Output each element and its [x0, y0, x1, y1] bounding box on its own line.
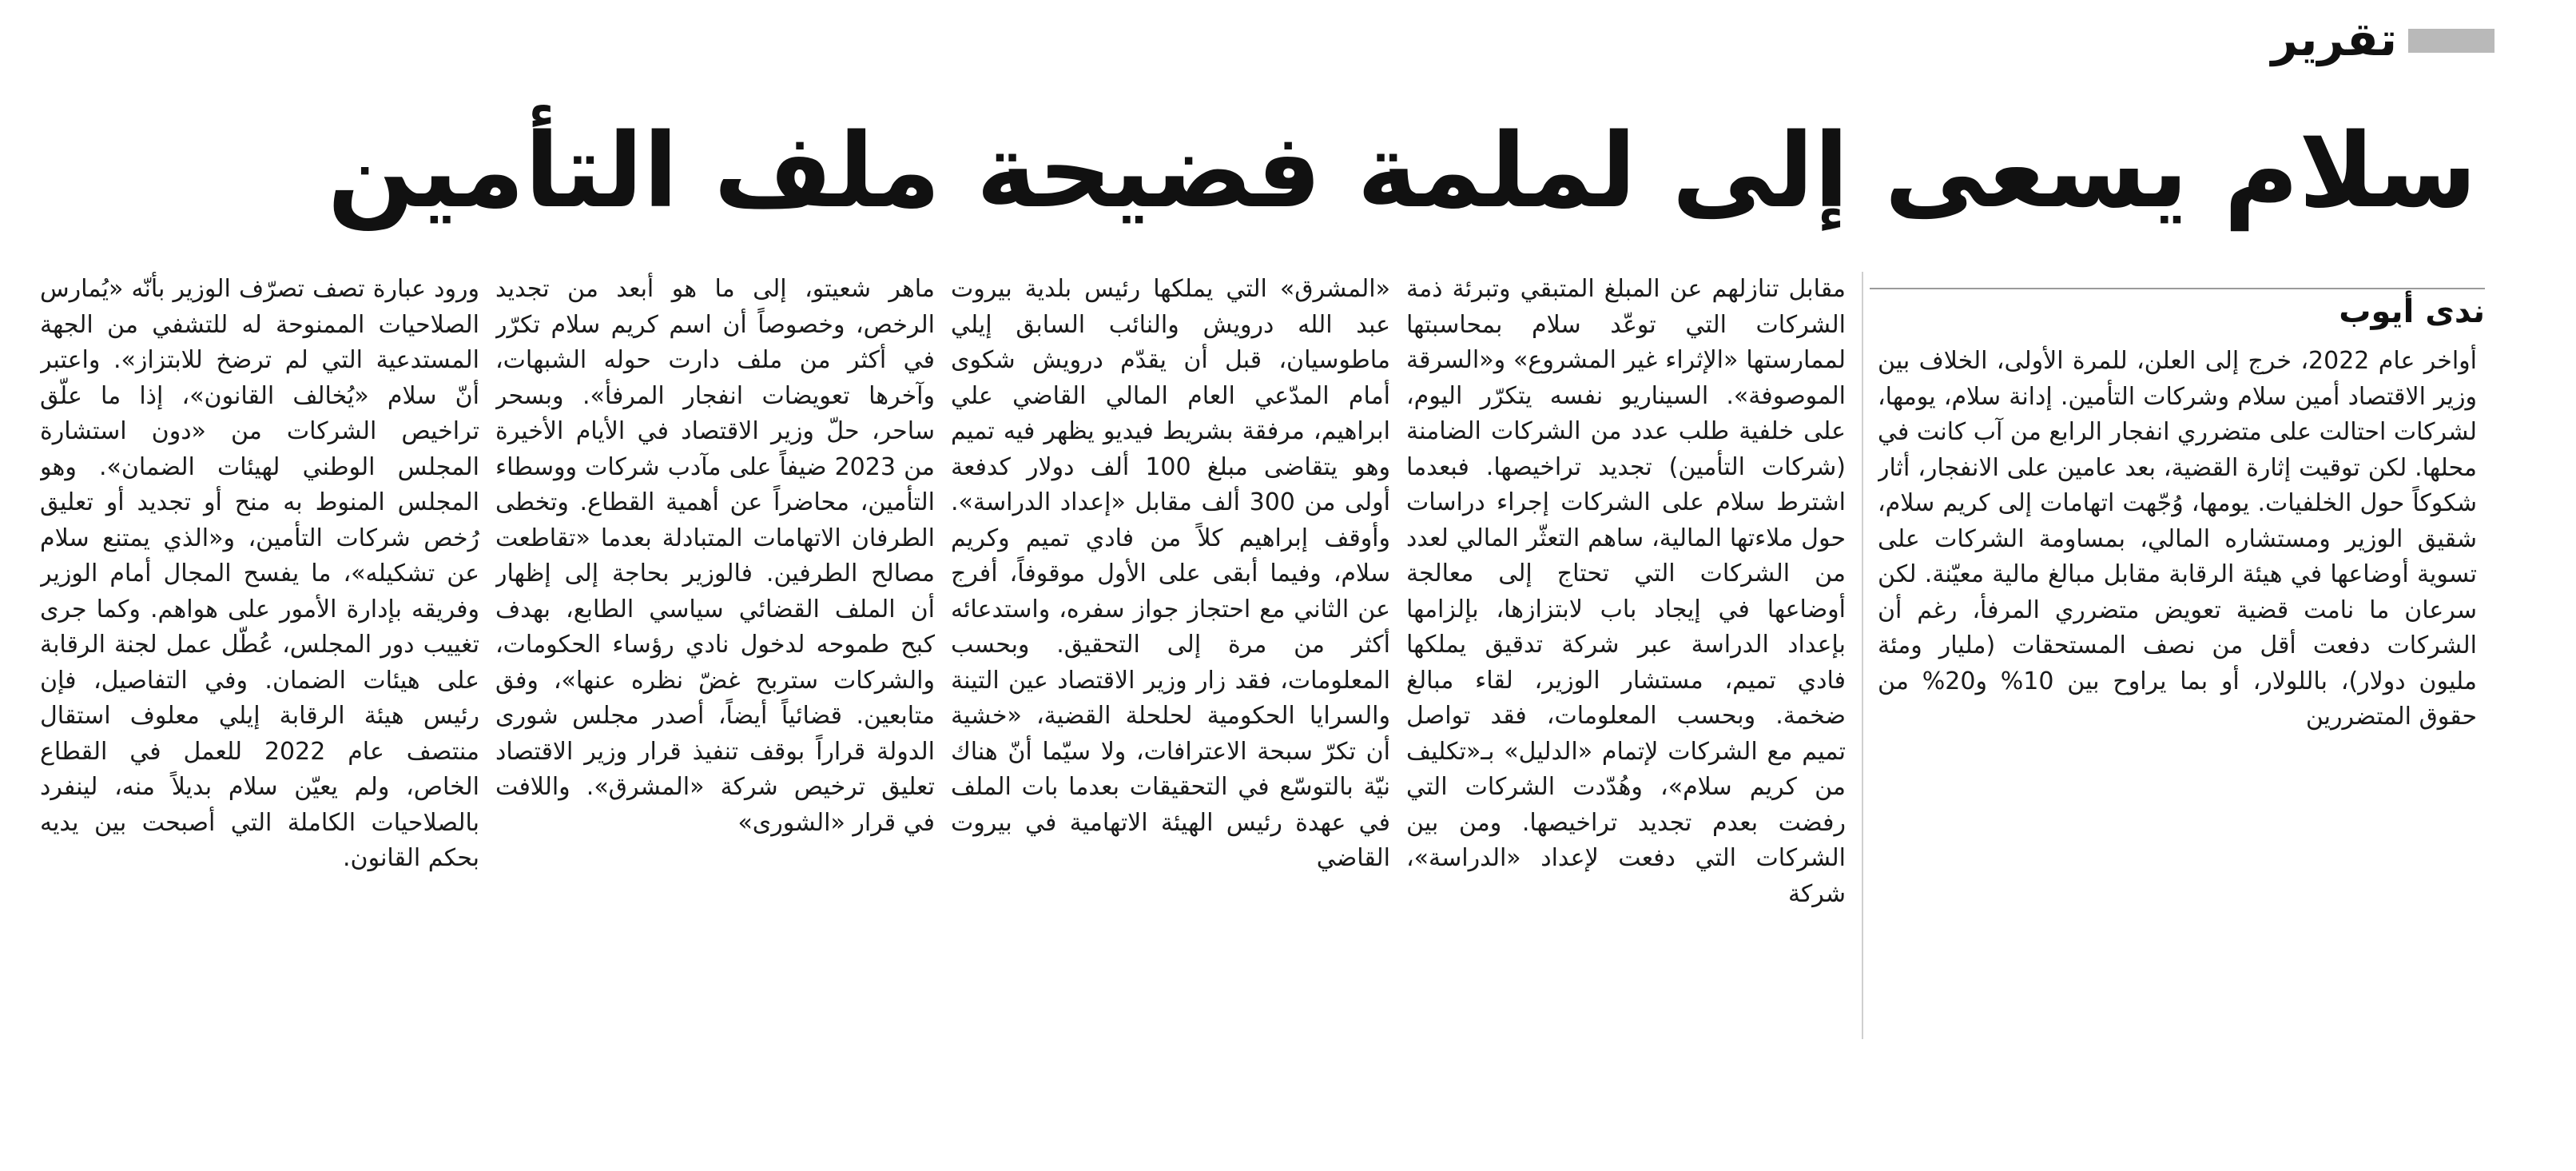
column-divider	[1862, 272, 1863, 1039]
article-column-2	[1406, 272, 1846, 1047]
headline: سلام يسعى إلى لملمة فضيحة ملف التأمين	[327, 112, 2477, 231]
article-column-4	[495, 272, 935, 1047]
section-bar	[2408, 29, 2495, 53]
column-text: ورود عبارة تصف تصرّف الوزير بأنّه «يُمارس الصلاحيات الممنوحة له للتشفي من الجهة المستدعية التي لم ترضخ للابتزاز». واعتبر أنّ سلام «يُخالف القانون»، إذا ما علّق تراخيص الشركات من «دون استشارة المجلس الوطني لهيئات الضمان». وهو المجلس المنوط به منح أو تجديد أو تعليق رُخص شركات التأمين، و«الذي يمتنع سلام عن تشكيله»، ما يفسح المجال أمام الوزير وفريقه بإدارة الأمور على هواهم. وكما جرى تغييب دور المجلس، عُطّل عمل لجنة الرقابة على هيئات الضمان. وفي التفاصيل، فإن رئيس هيئة الرقابة إيلي معلوف استقال منتصف عام 2022 للعمل في القطاع الخاص، ولم يعيّن سلام بديلاً منه، لينفرد بالصلاحيات الكاملة التي أصبحت بين يديه بحكم القانون.	[40, 275, 479, 872]
article-column-5	[40, 272, 479, 1047]
section-label: تقرير	[2271, 12, 2397, 66]
article-column-1	[1878, 344, 2477, 1047]
column-text: أواخر عام 2022، خرج إلى العلن، للمرة الأولى، الخلاف بين وزير الاقتصاد أمين سلام وشركات التأمين. إدانة سلام، يومها، لشركات احتالت على متضرري انفجار الرابع من آب كانت في محلها. لكن توقيت إثارة القضية، بعد عامين على الانفجار، أثار شكوكاً حول الخلفيات. يومها، وُجّهت اتهامات إلى كريم سلام، شقيق الوزير ومستشاره المالي، بمساومة الشركات على تسوية أوضاعها في هيئة الرقابة مقابل مبالغ مالية معيّنة. لكن سرعان ما نامت قضية تعويض متضرري المرفأ، رغم أن الشركات دفعت أقل من نصف المستحقات (مليار ومئة مليون دولار)، باللولار، أو بما يراوح بين 10% و20% من حقوق المتضررين	[1878, 347, 2477, 731]
column-text: مقابل تنازلهم عن المبلغ المتبقي وتبرئة ذمة الشركات التي توعّد سلام بمحاسبتها لممارستها «الإثراء غير المشروع» و«السرقة الموصوفة». السيناريو نفسه يتكرّر اليوم، على خلفية طلب عدد من الشركات الضامنة (شركات التأمين) تجديد تراخيصها. فبعدما اشترط سلام على الشركات إجراء دراسات حول ملاءتها المالية، ساهم التعثّر المالي لعدد من الشركات التي تحتاج إلى معالجة أوضاعها في إيجاد باب لابتزازها، بإلزامها بإعداد الدراسة عبر شركة تدقيق يملكها فادي تميم، مستشار الوزير، لقاء مبالغ ضخمة. وبحسب المعلومات، فقد تواصل تميم مع الشركات لإتمام «الدليل» بـ«تكليف من كريم سلام»، وهُدّدت الشركات التي رفضت بعدم تجديد تراخيصها. ومن بين الشركات التي دفعت لإعداد «الدراسة»، شركة	[1406, 275, 1846, 908]
column-text: «المشرق» التي يملكها رئيس بلدية بيروت عبد الله درويش والنائب السابق إيلي ماطوسيان، قبل أن يقدّم درويش شكوى أمام المدّعي العام المالي القاضي علي ابراهيم، مرفقة بشريط فيديو يظهر فيه تميم وهو يتقاضى مبلغ 100 ألف دولار كدفعة أولى من 300 ألف مقابل «إعداد الدراسة». وأوقف إبراهيم كلاً من فادي تميم وكريم سلام، وفيما أبقى على الأول موقوفاً، أفرج عن الثاني مع احتجاز جواز سفره، واستدعائه أكثر من مرة إلى التحقيق. وبحسب المعلومات، فقد زار وزير الاقتصاد عين التينة والسرايا الحكومية لحلحلة القضية، «خشية أن تكرّ سبحة الاعترافات، ولا سيّما أنّ هناك نيّة بالتوسّع في التحقيقات بعدما بات الملف في عهدة رئيس الهيئة الاتهامية في بيروت القاضي	[951, 275, 1390, 872]
column-text: ماهر شعيتو، إلى ما هو أبعد من تجديد الرخص، وخصوصاً أن اسم كريم سلام تكرّر في أكثر من ملف دارت حوله الشبهات، وآخرها تعويضات انفجار المرفأ». وبسحر ساحر، حلّ وزير الاقتصاد في الأيام الأخيرة من 2023 ضيفاً على مآدب شركات ووسطاء التأمين، محاضراً عن أهمية القطاع. وتخطى الطرفان الاتهامات المتبادلة بعدما «تقاطعت مصالح الطرفين. فالوزير بحاجة إلى إظهار أن الملف القضائي سياسي الطابع، بهدف كبح طموحه لدخول نادي رؤساء الحكومات، والشركات ستربح غضّ نظره عنها»، وفق متابعين. قضائياً أيضاً، أصدر مجلس شورى الدولة قراراً بوقف تنفيذ قرار وزير الاقتصاد تعليق ترخيص شركة «المشرق». واللافت في قرار «الشورى»	[495, 275, 935, 837]
byline: ندى أيوب	[2339, 293, 2485, 330]
article-column-3	[951, 272, 1390, 1047]
